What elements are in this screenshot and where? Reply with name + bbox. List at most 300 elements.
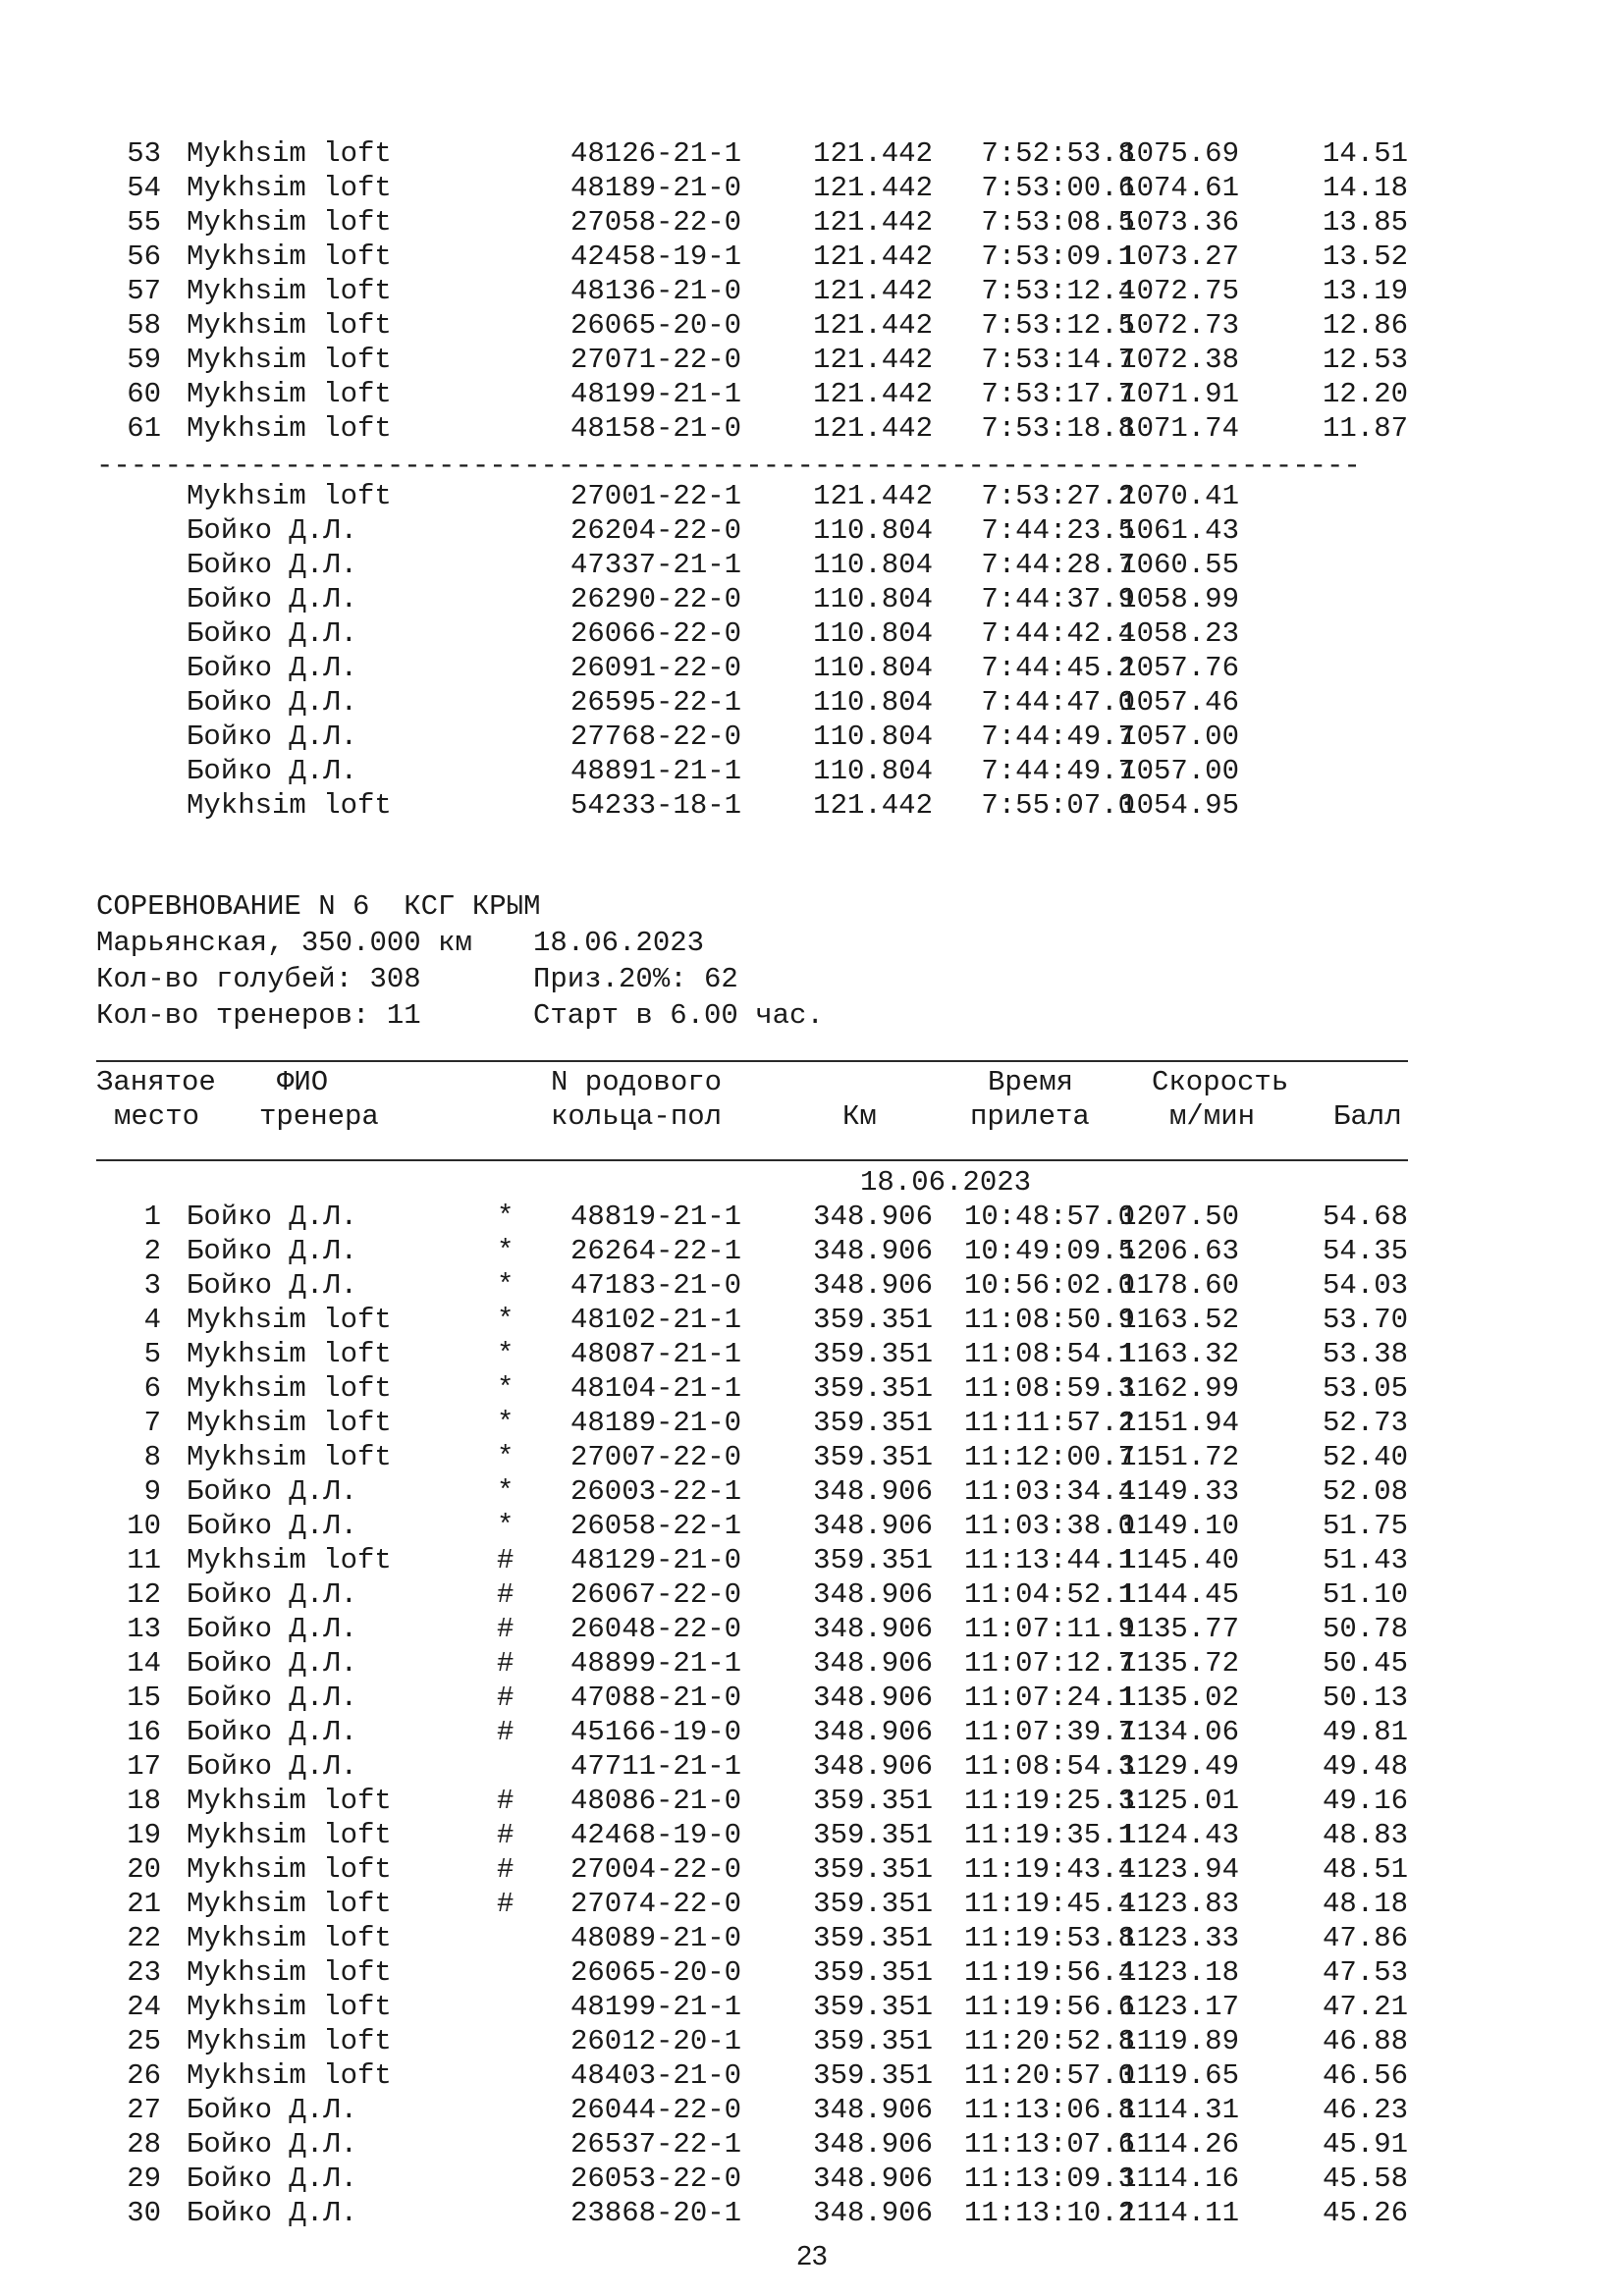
cell-km: 359.351 <box>813 1441 933 1473</box>
cell-name: Бойко Д.Л. <box>187 2163 358 2195</box>
cell-points: 49.16 <box>1322 1785 1408 1817</box>
cell-name: Mykhsim loft <box>187 1991 392 2023</box>
table-row <box>0 136 1624 171</box>
cell-mark: * <box>497 1441 514 1473</box>
cell-km: 110.804 <box>813 755 933 787</box>
cell-name: Бойко Д.Л. <box>187 721 358 753</box>
cell-name: Mykhsim loft <box>187 789 392 822</box>
cell-points: 53.05 <box>1322 1372 1408 1405</box>
table-row <box>0 1784 1624 1818</box>
table-header-top-rule <box>96 1060 1408 1062</box>
date-row: 18.06.2023 <box>860 1166 1032 1199</box>
cell-km: 348.906 <box>813 1475 933 1508</box>
cell-mark: * <box>497 1475 514 1508</box>
cell-km: 121.442 <box>813 309 933 342</box>
cell-place: 19 <box>127 1819 161 1851</box>
cell-name: Бойко Д.Л. <box>187 755 358 787</box>
cell-points: 52.08 <box>1322 1475 1408 1508</box>
cell-name: Mykhsim loft <box>187 172 392 204</box>
cell-ring: 26053-22-0 <box>570 2163 742 2195</box>
cell-name: Бойко Д.Л. <box>187 514 358 547</box>
cell-ring: 26595-22-1 <box>570 686 742 719</box>
cell-name: Mykhsim loft <box>187 1888 392 1920</box>
cell-speed: 1162.99 <box>1119 1372 1239 1405</box>
cell-time: 11:19:25.3 <box>963 1785 1135 1817</box>
cell-ring: 27004-22-0 <box>570 1853 742 1886</box>
cell-km: 359.351 <box>813 1407 933 1439</box>
cell-mark: * <box>497 1407 514 1439</box>
cell-speed: 1114.16 <box>1119 2163 1239 2195</box>
table-row <box>0 1646 1624 1681</box>
cell-place: 15 <box>127 1682 161 1714</box>
table-row <box>0 411 1624 446</box>
cell-points: 54.68 <box>1322 1201 1408 1233</box>
cell-place: 20 <box>127 1853 161 1886</box>
cell-ring: 26067-22-0 <box>570 1578 742 1611</box>
trainer-count: Кол-во тренеров: 11 <box>96 999 421 1032</box>
cell-points: 46.88 <box>1322 2025 1408 2057</box>
cell-km: 110.804 <box>813 721 933 753</box>
cell-speed: 1178.60 <box>1119 1269 1239 1302</box>
table-row <box>0 343 1624 377</box>
cell-place: 25 <box>127 2025 161 2057</box>
cell-speed: 1134.06 <box>1119 1716 1239 1748</box>
cell-time: 7:44:47.0 <box>981 686 1135 719</box>
cell-speed: 1057.00 <box>1119 755 1239 787</box>
table-row <box>0 479 1624 513</box>
cell-km: 348.906 <box>813 2128 933 2161</box>
cell-place: 8 <box>143 1441 161 1473</box>
cell-points: 12.20 <box>1322 378 1408 410</box>
cell-ring: 26537-22-1 <box>570 2128 742 2161</box>
cell-ring: 27058-22-0 <box>570 206 742 239</box>
table-row <box>0 1955 1624 1990</box>
cell-speed: 1207.50 <box>1119 1201 1239 1233</box>
cell-km: 359.351 <box>813 1853 933 1886</box>
cell-ring: 26091-22-0 <box>570 652 742 684</box>
cell-speed: 1060.55 <box>1119 549 1239 581</box>
cell-ring: 48104-21-1 <box>570 1372 742 1405</box>
cell-speed: 1123.17 <box>1119 1991 1239 2023</box>
cell-name: Mykhsim loft <box>187 344 392 376</box>
cell-km: 348.906 <box>813 1750 933 1783</box>
table-row <box>0 2196 1624 2230</box>
table-row <box>0 651 1624 685</box>
cell-place: 60 <box>127 378 161 410</box>
cell-speed: 1123.18 <box>1119 1956 1239 1989</box>
cell-name: Бойко Д.Л. <box>187 1750 358 1783</box>
cell-mark: * <box>497 1304 514 1336</box>
table-row <box>0 1337 1624 1371</box>
cell-name: Mykhsim loft <box>187 206 392 239</box>
cell-place: 13 <box>127 1613 161 1645</box>
cell-time: 11:19:43.4 <box>963 1853 1135 1886</box>
cell-name: Mykhsim loft <box>187 275 392 307</box>
cell-place: 6 <box>143 1372 161 1405</box>
table-row <box>0 1887 1624 1921</box>
cell-mark: * <box>497 1269 514 1302</box>
header-fio-2: тренера <box>259 1100 379 1133</box>
cell-speed: 1151.94 <box>1119 1407 1239 1439</box>
cell-time: 7:52:53.8 <box>981 137 1135 170</box>
cell-speed: 1206.63 <box>1119 1235 1239 1267</box>
cell-speed: 1074.61 <box>1119 172 1239 204</box>
cell-mark: # <box>497 1716 514 1748</box>
cell-points: 50.13 <box>1322 1682 1408 1714</box>
table-row <box>0 1543 1624 1577</box>
cell-name: Бойко Д.Л. <box>187 686 358 719</box>
cell-km: 121.442 <box>813 412 933 445</box>
cell-time: 11:07:24.1 <box>963 1682 1135 1714</box>
cell-name: Бойко Д.Л. <box>187 1235 358 1267</box>
cell-name: Mykhsim loft <box>187 1544 392 1576</box>
cell-km: 359.351 <box>813 1888 933 1920</box>
cell-place: 18 <box>127 1785 161 1817</box>
cell-name: Mykhsim loft <box>187 2025 392 2057</box>
cell-points: 13.19 <box>1322 275 1408 307</box>
cell-speed: 1072.38 <box>1119 344 1239 376</box>
cell-time: 7:53:00.6 <box>981 172 1135 204</box>
cell-ring: 48086-21-0 <box>570 1785 742 1817</box>
cell-mark: * <box>497 1235 514 1267</box>
cell-time: 7:44:42.4 <box>981 617 1135 650</box>
cell-speed: 1124.43 <box>1119 1819 1239 1851</box>
cell-ring: 26012-20-1 <box>570 2025 742 2057</box>
table-row <box>0 2058 1624 2093</box>
cell-name: Бойко Д.Л. <box>187 1475 358 1508</box>
cell-points: 46.23 <box>1322 2094 1408 2126</box>
cell-ring: 48891-21-1 <box>570 755 742 787</box>
cell-mark: # <box>497 1647 514 1680</box>
cell-place: 30 <box>127 2197 161 2229</box>
cell-points: 48.51 <box>1322 1853 1408 1886</box>
header-time-2: прилета <box>970 1100 1090 1133</box>
cell-ring: 47183-21-0 <box>570 1269 742 1302</box>
cell-ring: 48899-21-1 <box>570 1647 742 1680</box>
cell-time: 11:19:56.6 <box>963 1991 1135 2023</box>
cell-km: 121.442 <box>813 344 933 376</box>
cell-km: 348.906 <box>813 1613 933 1645</box>
cell-points: 49.81 <box>1322 1716 1408 1748</box>
cell-name: Бойко Д.Л. <box>187 1201 358 1233</box>
cell-time: 7:44:49.7 <box>981 755 1135 787</box>
cell-km: 121.442 <box>813 275 933 307</box>
cell-speed: 1057.00 <box>1119 721 1239 753</box>
cell-speed: 1072.75 <box>1119 275 1239 307</box>
table-row <box>0 2127 1624 2162</box>
cell-speed: 1123.33 <box>1119 1922 1239 1954</box>
table-row <box>0 1268 1624 1303</box>
cell-ring: 26058-22-1 <box>570 1510 742 1542</box>
cell-speed: 1071.91 <box>1119 378 1239 410</box>
header-ring: N родового <box>551 1066 723 1098</box>
cell-points: 47.53 <box>1322 1956 1408 1989</box>
cell-time: 7:53:14.7 <box>981 344 1135 376</box>
cell-place: 17 <box>127 1750 161 1783</box>
table-row <box>0 1990 1624 2024</box>
cell-ring: 54233-18-1 <box>570 789 742 822</box>
cell-place: 61 <box>127 412 161 445</box>
cell-time: 7:53:12.5 <box>981 309 1135 342</box>
cell-ring: 48089-21-0 <box>570 1922 742 1954</box>
cell-ring: 47711-21-1 <box>570 1750 742 1783</box>
cell-place: 10 <box>127 1510 161 1542</box>
header-ring-2: кольца-пол <box>551 1100 723 1133</box>
cell-speed: 1135.77 <box>1119 1613 1239 1645</box>
cell-points: 51.43 <box>1322 1544 1408 1576</box>
cell-place: 22 <box>127 1922 161 1954</box>
competition-title: СОРЕВНОВАНИЕ N 6 КСГ КРЫМ <box>96 890 541 923</box>
cell-ring: 42468-19-0 <box>570 1819 742 1851</box>
cell-ring: 27074-22-0 <box>570 1888 742 1920</box>
cell-place: 3 <box>143 1269 161 1302</box>
cell-name: Mykhsim loft <box>187 1407 392 1439</box>
table-row <box>0 754 1624 788</box>
cell-speed: 1123.94 <box>1119 1853 1239 1886</box>
table-row <box>0 513 1624 548</box>
cell-speed: 1119.89 <box>1119 2025 1239 2057</box>
cell-mark: # <box>497 1853 514 1886</box>
cell-place: 57 <box>127 275 161 307</box>
cell-speed: 1135.02 <box>1119 1682 1239 1714</box>
cell-name: Бойко Д.Л. <box>187 1716 358 1748</box>
cell-km: 348.906 <box>813 2163 933 2195</box>
cell-km: 348.906 <box>813 2094 933 2126</box>
cell-points: 50.45 <box>1322 1647 1408 1680</box>
cell-ring: 26065-20-0 <box>570 309 742 342</box>
cell-time: 7:55:07.0 <box>981 789 1135 822</box>
cell-km: 348.906 <box>813 1201 933 1233</box>
cell-mark: # <box>497 1819 514 1851</box>
cell-km: 121.442 <box>813 137 933 170</box>
cell-ring: 45166-19-0 <box>570 1716 742 1748</box>
cell-ring: 48087-21-1 <box>570 1338 742 1370</box>
cell-name: Бойко Д.Л. <box>187 652 358 684</box>
cell-km: 348.906 <box>813 1578 933 1611</box>
table-row <box>0 1371 1624 1406</box>
table-row <box>0 1303 1624 1337</box>
cell-time: 11:03:34.4 <box>963 1475 1135 1508</box>
cell-time: 11:11:57.2 <box>963 1407 1135 1439</box>
cell-place: 21 <box>127 1888 161 1920</box>
cell-name: Бойко Д.Л. <box>187 2128 358 2161</box>
cell-km: 359.351 <box>813 1819 933 1851</box>
cell-speed: 1057.76 <box>1119 652 1239 684</box>
header-place: Занятое <box>96 1066 216 1098</box>
cell-place: 16 <box>127 1716 161 1748</box>
cell-points: 53.70 <box>1322 1304 1408 1336</box>
table-row <box>0 582 1624 616</box>
cell-time: 11:13:10.2 <box>963 2197 1135 2229</box>
cell-time: 11:13:44.1 <box>963 1544 1135 1576</box>
cell-speed: 1070.41 <box>1119 480 1239 512</box>
cell-points: 49.48 <box>1322 1750 1408 1783</box>
cell-time: 11:13:09.3 <box>963 2163 1135 2195</box>
cell-name: Mykhsim loft <box>187 1819 392 1851</box>
cell-name: Mykhsim loft <box>187 1372 392 1405</box>
table-row <box>0 548 1624 582</box>
cell-name: Бойко Д.Л. <box>187 1647 358 1680</box>
cell-km: 121.442 <box>813 480 933 512</box>
cell-km: 121.442 <box>813 240 933 273</box>
cell-speed: 1073.36 <box>1119 206 1239 239</box>
cell-ring: 48199-21-1 <box>570 378 742 410</box>
cell-time: 11:19:56.4 <box>963 1956 1135 1989</box>
table-row <box>0 1818 1624 1852</box>
table-header-bottom-rule <box>96 1159 1408 1161</box>
cell-speed: 1057.46 <box>1119 686 1239 719</box>
cell-place: 1 <box>143 1201 161 1233</box>
cell-time: 11:07:39.7 <box>963 1716 1135 1748</box>
cell-points: 51.10 <box>1322 1578 1408 1611</box>
header-speed: Скорость <box>1152 1066 1289 1098</box>
cell-time: 7:53:08.5 <box>981 206 1135 239</box>
cell-place: 12 <box>127 1578 161 1611</box>
table-row <box>0 240 1624 274</box>
table-row <box>0 616 1624 651</box>
cell-place: 24 <box>127 1991 161 2023</box>
cell-time: 7:44:45.2 <box>981 652 1135 684</box>
cell-time: 7:53:09.1 <box>981 240 1135 273</box>
cell-ring: 26044-22-0 <box>570 2094 742 2126</box>
competition-date: 18.06.2023 <box>533 927 705 959</box>
pigeon-count: Кол-во голубей: 308 <box>96 963 421 995</box>
cell-points: 54.35 <box>1322 1235 1408 1267</box>
cell-name: Mykhsim loft <box>187 1956 392 1989</box>
cell-speed: 1151.72 <box>1119 1441 1239 1473</box>
cell-km: 359.351 <box>813 2025 933 2057</box>
cell-points: 54.03 <box>1322 1269 1408 1302</box>
cell-speed: 1058.23 <box>1119 617 1239 650</box>
cell-place: 28 <box>127 2128 161 2161</box>
cell-name: Бойко Д.Л. <box>187 1510 358 1542</box>
cell-km: 359.351 <box>813 2059 933 2092</box>
cell-mark: # <box>497 1888 514 1920</box>
table-row <box>0 1852 1624 1887</box>
page-number: 23 <box>796 2240 828 2270</box>
table-row <box>0 1921 1624 1955</box>
cell-speed: 1054.95 <box>1119 789 1239 822</box>
table-row <box>0 1509 1624 1543</box>
cell-ring: 48158-21-0 <box>570 412 742 445</box>
table-row <box>0 2162 1624 2196</box>
cell-ring: 48189-21-0 <box>570 172 742 204</box>
table-row <box>0 1406 1624 1440</box>
cell-km: 348.906 <box>813 1269 933 1302</box>
cell-km: 348.906 <box>813 1716 933 1748</box>
cell-name: Mykhsim loft <box>187 1441 392 1473</box>
cell-time: 7:44:28.7 <box>981 549 1135 581</box>
cell-points: 47.86 <box>1322 1922 1408 1954</box>
cell-km: 359.351 <box>813 1338 933 1370</box>
cell-points: 13.85 <box>1322 206 1408 239</box>
cell-time: 7:44:49.7 <box>981 721 1135 753</box>
cell-place: 9 <box>143 1475 161 1508</box>
cell-name: Mykhsim loft <box>187 1304 392 1336</box>
cell-speed: 1144.45 <box>1119 1578 1239 1611</box>
cell-km: 121.442 <box>813 206 933 239</box>
cell-speed: 1129.49 <box>1119 1750 1239 1783</box>
cell-name: Бойко Д.Л. <box>187 1269 358 1302</box>
table-row <box>0 1234 1624 1268</box>
cell-speed: 1114.26 <box>1119 2128 1239 2161</box>
cell-place: 23 <box>127 1956 161 1989</box>
prize-count: Приз.20%: 62 <box>533 963 738 995</box>
cell-time: 7:44:23.5 <box>981 514 1135 547</box>
cell-points: 45.58 <box>1322 2163 1408 2195</box>
cell-speed: 1125.01 <box>1119 1785 1239 1817</box>
cell-speed: 1145.40 <box>1119 1544 1239 1576</box>
table-row <box>0 788 1624 823</box>
cell-ring: 42458-19-1 <box>570 240 742 273</box>
cell-km: 359.351 <box>813 1991 933 2023</box>
cell-ring: 26066-22-0 <box>570 617 742 650</box>
cell-points: 45.91 <box>1322 2128 1408 2161</box>
cell-points: 51.75 <box>1322 1510 1408 1542</box>
cell-place: 58 <box>127 309 161 342</box>
table-row <box>0 171 1624 205</box>
cell-mark: * <box>497 1201 514 1233</box>
cell-place: 14 <box>127 1647 161 1680</box>
header-km: Км <box>842 1100 877 1133</box>
table-row <box>0 2024 1624 2058</box>
cell-ring: 48136-21-0 <box>570 275 742 307</box>
cell-points: 50.78 <box>1322 1613 1408 1645</box>
cell-ring: 26204-22-0 <box>570 514 742 547</box>
table-row <box>0 1681 1624 1715</box>
header-fio: ФИО <box>277 1066 329 1098</box>
cell-speed: 1114.31 <box>1119 2094 1239 2126</box>
cell-points: 13.52 <box>1322 240 1408 273</box>
cell-ring: 26290-22-0 <box>570 583 742 615</box>
cell-time: 11:07:11.9 <box>963 1613 1135 1645</box>
header-time: Время <box>988 1066 1074 1098</box>
cell-km: 110.804 <box>813 652 933 684</box>
competition-location: Марьянская, 350.000 км <box>96 927 472 959</box>
cell-name: Бойко Д.Л. <box>187 617 358 650</box>
table-row <box>0 720 1624 754</box>
cell-points: 14.51 <box>1322 137 1408 170</box>
cell-place: 29 <box>127 2163 161 2195</box>
cell-name: Mykhsim loft <box>187 137 392 170</box>
cell-points: 48.18 <box>1322 1888 1408 1920</box>
cell-place: 2 <box>143 1235 161 1267</box>
cell-name: Mykhsim loft <box>187 1785 392 1817</box>
cell-ring: 48189-21-0 <box>570 1407 742 1439</box>
cell-km: 121.442 <box>813 378 933 410</box>
cell-speed: 1073.27 <box>1119 240 1239 273</box>
cell-time: 10:56:02.0 <box>963 1269 1135 1302</box>
header-place-2: место <box>114 1100 200 1133</box>
cell-mark: # <box>497 1544 514 1576</box>
cell-speed: 1163.32 <box>1119 1338 1239 1370</box>
cell-ring: 26264-22-1 <box>570 1235 742 1267</box>
cell-time: 11:12:00.7 <box>963 1441 1135 1473</box>
cell-ring: 26048-22-0 <box>570 1613 742 1645</box>
cell-mark: * <box>497 1372 514 1405</box>
cell-name: Бойко Д.Л. <box>187 1578 358 1611</box>
cell-km: 348.906 <box>813 1647 933 1680</box>
dashed-separator: -------------------------------------------------------------------------- <box>96 450 1361 482</box>
cell-km: 348.906 <box>813 1510 933 1542</box>
cell-mark: # <box>497 1613 514 1645</box>
cell-name: Бойко Д.Л. <box>187 2197 358 2229</box>
cell-speed: 1149.33 <box>1119 1475 1239 1508</box>
cell-speed: 1119.65 <box>1119 2059 1239 2092</box>
cell-km: 110.804 <box>813 549 933 581</box>
table-row <box>0 1749 1624 1784</box>
cell-mark: # <box>497 1578 514 1611</box>
